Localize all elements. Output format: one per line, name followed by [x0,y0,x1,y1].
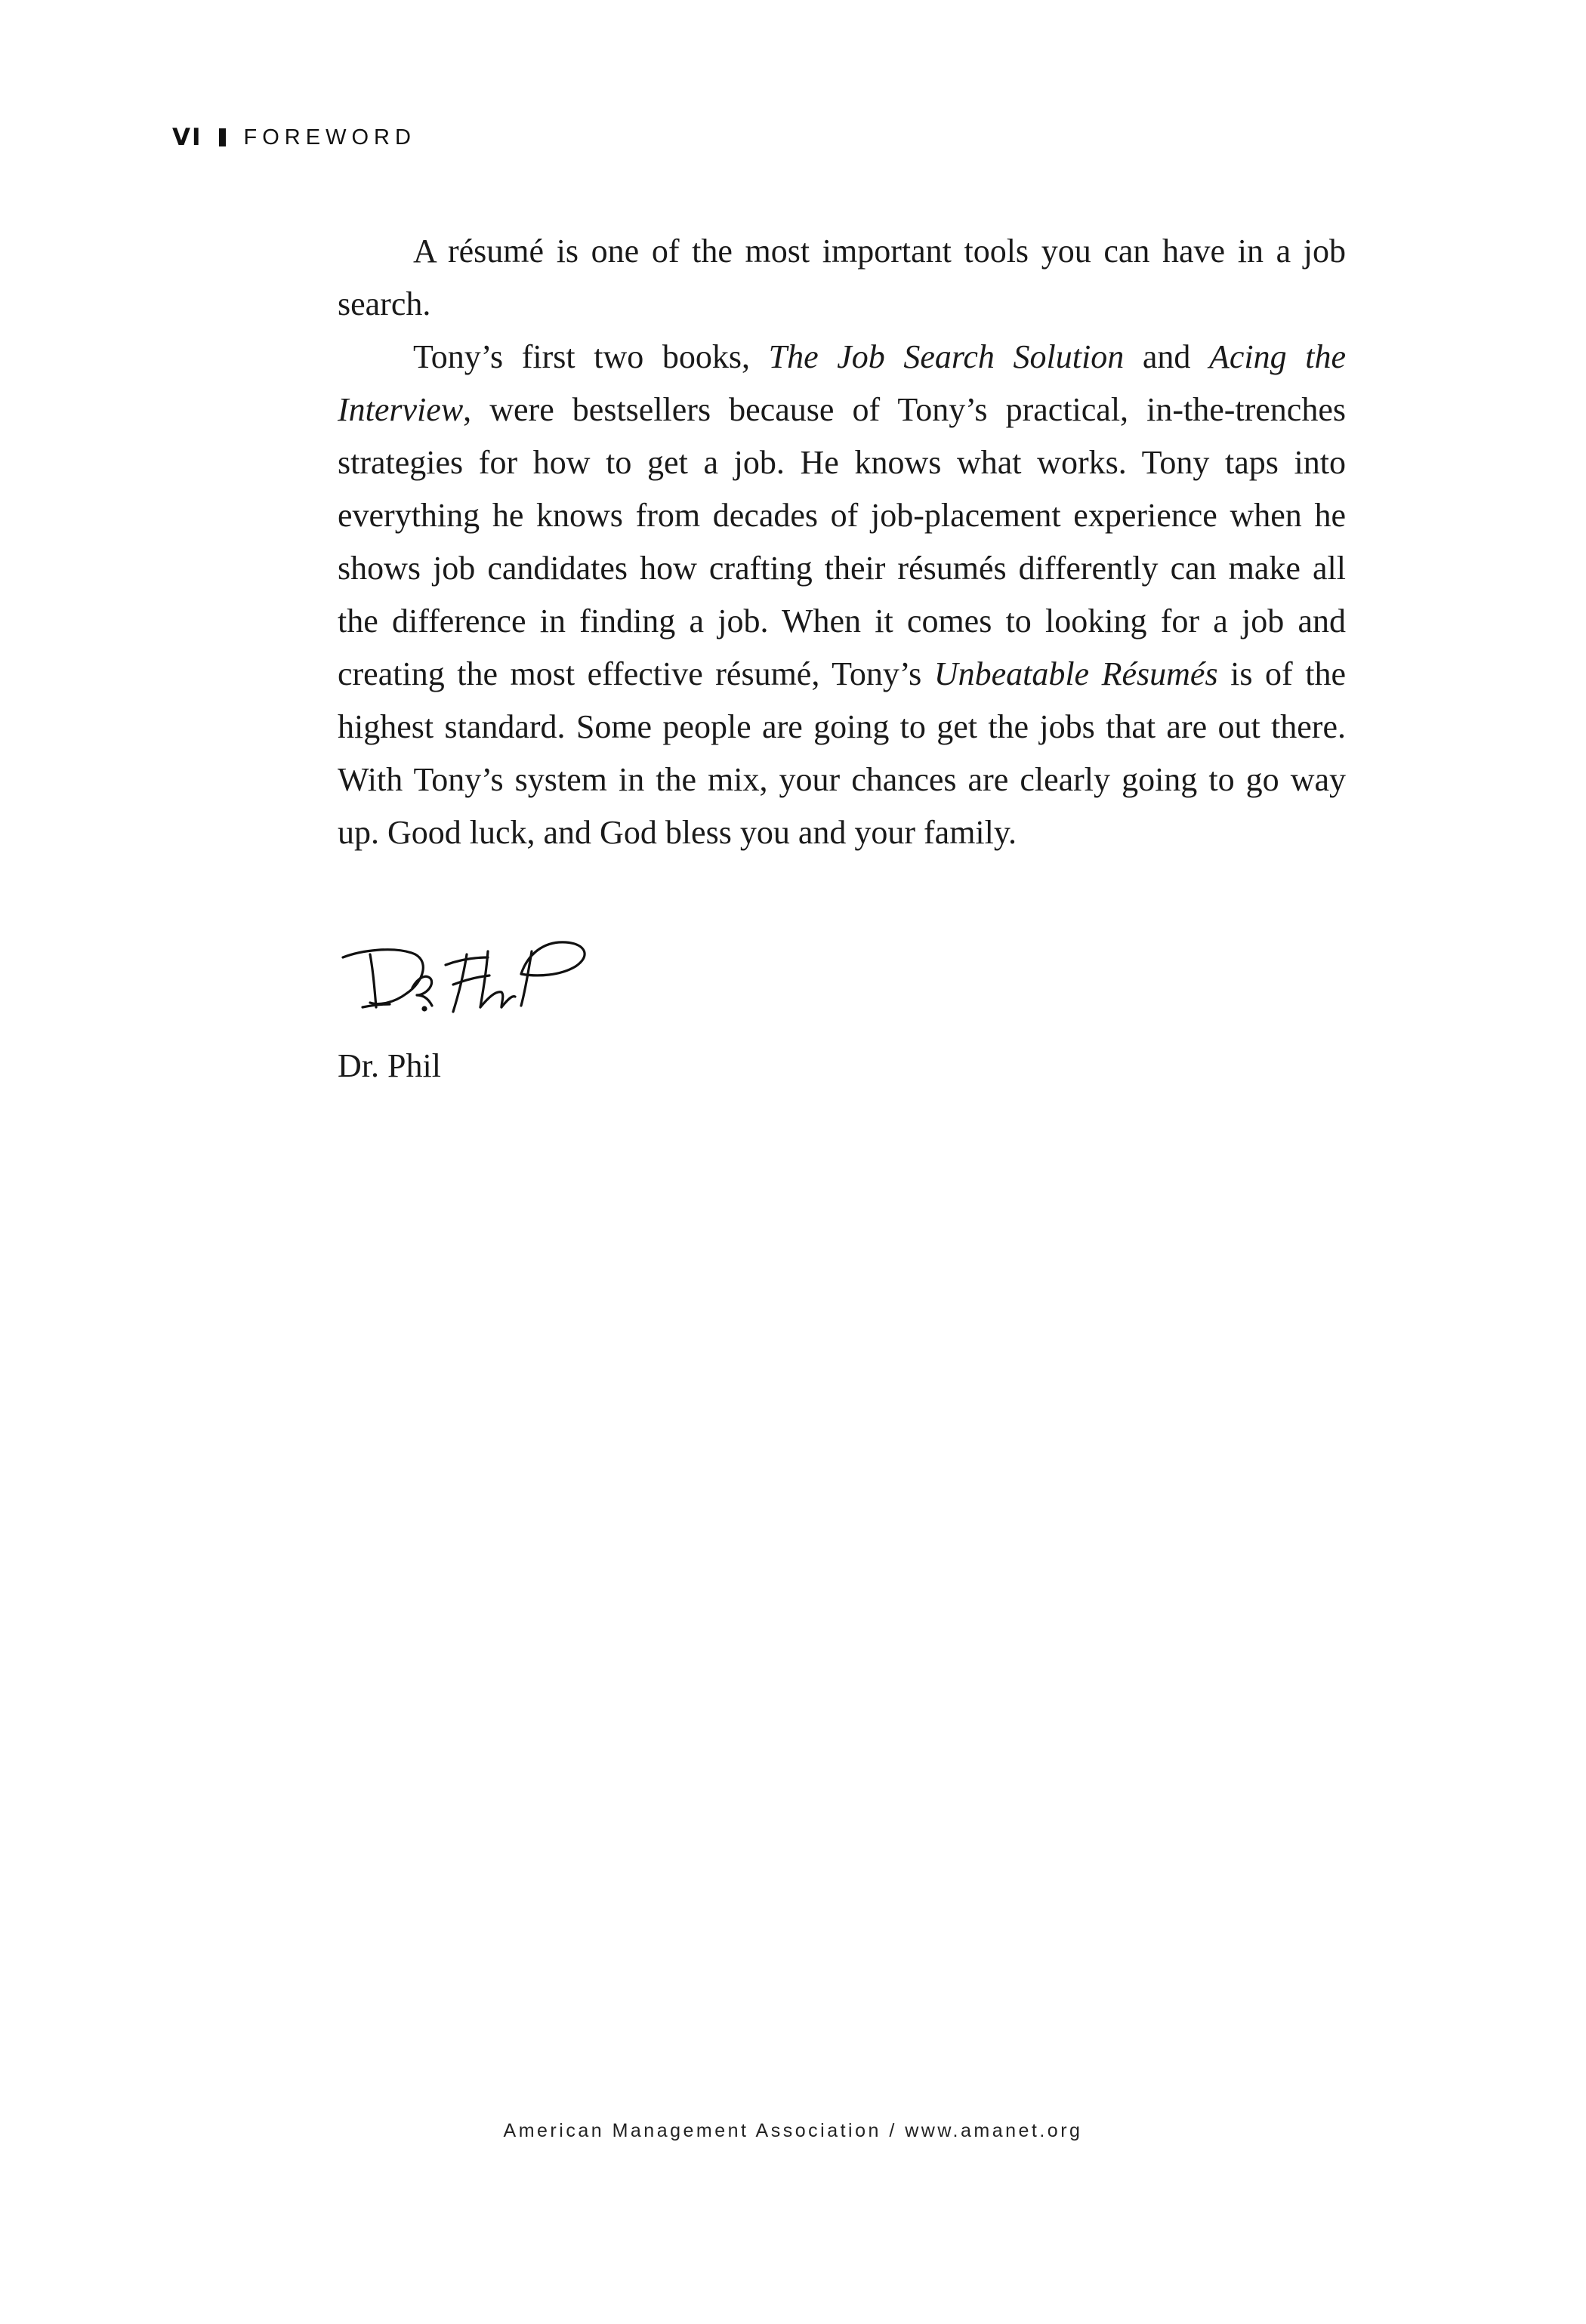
paragraph-2-text-2: and [1124,338,1209,375]
author-name: Dr. Phil [338,1047,441,1084]
page-number: VI [172,124,202,151]
foreword-body [338,225,1346,859]
book-title-unbeatable-resumes: Unbeatable Résumés [933,655,1218,692]
book-title-acing-the-interview: Acing the Interview [338,338,1347,428]
footer-organization: American Management Association [503,2120,881,2141]
paragraph-1: A résumé is one of the most important tools you can have in a job search. [338,233,1346,322]
book-title-job-search-solution: The Job Search Solution [768,338,1125,375]
footer-url: www.amanet.org [905,2120,1083,2141]
page-footer [0,2120,1586,2142]
paragraph-2-text-3: , were bestsellers because of Tony’s practical, in-the-trenches strategies for how to get a job. He knows what works. Tony taps into everything he knows from decades of job-placement experience when he shows job candidates how crafting their résumés differently can make all the difference in finding a job. When it comes to looking for a job and creating the most effective résumé, Tony’s [338,391,1346,692]
footer-separator: / [881,2120,906,2141]
paragraph-2-text-4: is of the highest standard. Some people are going to get the jobs that are out there. With Tony’s system in the mix, your chances are clearly going to go way up. Good luck, and God bless you and your family. [338,655,1346,851]
running-head-separator [219,128,226,146]
handwritten-signature [340,935,597,1018]
section-title: FOREWORD [243,125,416,149]
paragraph-2-text-1: Tony’s first two books, [413,338,769,375]
running-head [172,121,416,154]
paragraph-2 [338,331,1346,859]
